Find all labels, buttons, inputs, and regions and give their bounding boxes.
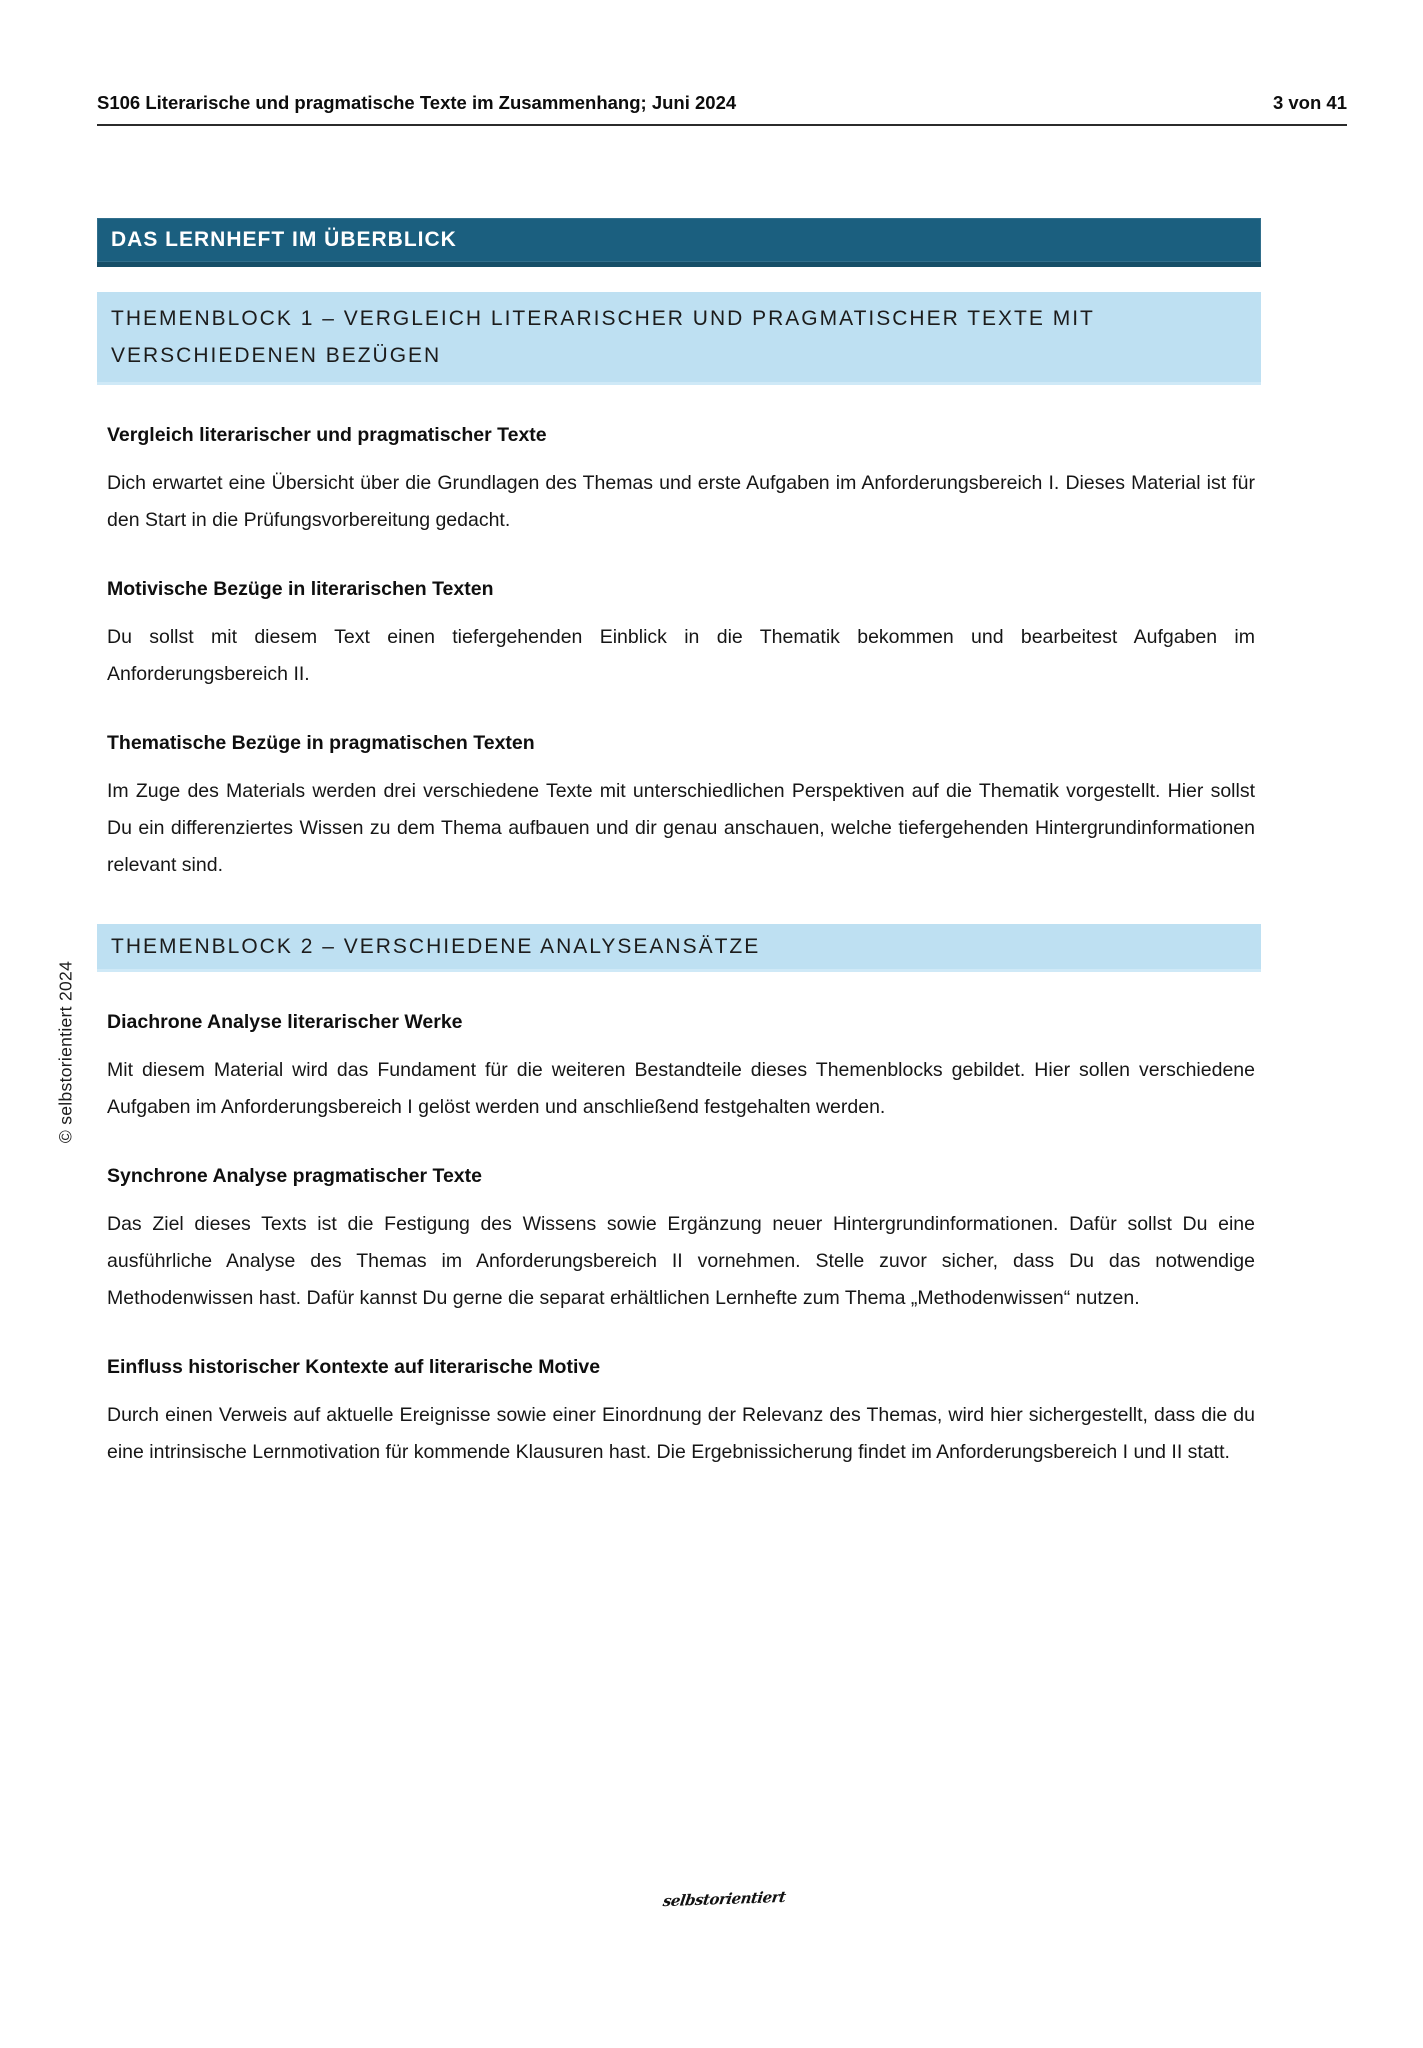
themenblock1-header [97,292,1261,385]
overview-title: DAS LERNHEFT IM ÜBERBLICK [111,228,457,251]
section-body-thematische: Im Zuge des Materials werden drei verschiedene Texte mit unterschiedlichen Perspektiven auf die Thematik vorgestellt. Hier sollst Du ein differenziertes Wissen zu dem Thema aufbauen und dir genau anschauen, welche tiefergehenden Hintergrundinformationen relevant sind. [107,780,1255,876]
copyright-note: © selbstorientiert 2024 [55,960,76,1144]
header-divider [97,124,1347,126]
themenblock1-title: THEMENBLOCK 1 – VERGLEICH LITERARISCHER UND PRAGMATISCHER TEXTE MIT VERSCHIEDENEN BEZÜGEN [111,307,1095,367]
section-body-einfluss: Durch einen Verweis auf aktuelle Ereignisse sowie einer Einordnung der Relevanz des Themas, wird hier sichergestellt, dass die du eine intrinsische Lernmotivation für kommende Klausuren hast. Die Ergebnissicherung findet im Anforderungsbereich I und II statt. [107,1404,1255,1463]
section-body-synchrone: Das Ziel dieses Texts ist die Festigung des Wissens sowie Ergänzung neuer Hintergrundinformationen. Dafür sollst Du eine ausführliche Analyse des Themas im Anforderungsbereich II vornehmen. Stelle zuvor sicher, dass Du das notwendige Methodenwissen hast. Dafür kannst Du gerne die separat erhältlichen Lernhefte zum Thema „Methodenwissen“ nutzen. [107,1213,1255,1309]
page-number: 3 von 41 [1272,92,1347,113]
section-heading-einfluss: Einfluss historischer Kontexte auf literarische Motive [107,1356,601,1378]
page-header [97,92,1347,114]
section-heading-motivische: Motivische Bezüge in literarischen Texten [107,578,494,600]
section-heading-diachrone: Diachrone Analyse literarischer Werke [107,1011,463,1033]
section-body-motivische: Du sollst mit diesem Text einen tiefergehenden Einblick in die Thematik bekommen und bearbeitest Aufgaben im Anforderungsbereich II. [107,626,1255,685]
section-heading-synchrone: Synchrone Analyse pragmatischer Texte [107,1165,482,1187]
section-body-vergleich: Dich erwartet eine Übersicht über die Grundlagen des Themas und erste Aufgaben im Anforderungsbereich I. Dieses Material ist für den Start in die Prüfungsvorbereitung gedacht. [107,472,1255,531]
section-heading-vergleich: Vergleich literarischer und pragmatischer Texte [107,424,547,446]
overview-title-bar [97,218,1261,267]
header-document-title: S106 Literarische und pragmatische Texte im Zusammenhang; Juni 2024 [97,92,737,113]
brand-logo: selbstorientiert [661,1887,787,1911]
themenblock2-title: THEMENBLOCK 2 – VERSCHIEDENE ANALYSEANSÄTZE [111,935,761,958]
content-column [97,218,1261,1471]
section-heading-thematische: Thematische Bezüge in pragmatischen Texten [107,732,535,754]
section-body-diachrone: Mit diesem Material wird das Fundament für die weiteren Bestandteile dieses Themenblocks gebildet. Hier sollen verschiedene Aufgaben im Anforderungsbereich I gelöst werden und anschließend festgehalten werden. [107,1059,1255,1118]
themenblock2-header [97,924,1261,972]
